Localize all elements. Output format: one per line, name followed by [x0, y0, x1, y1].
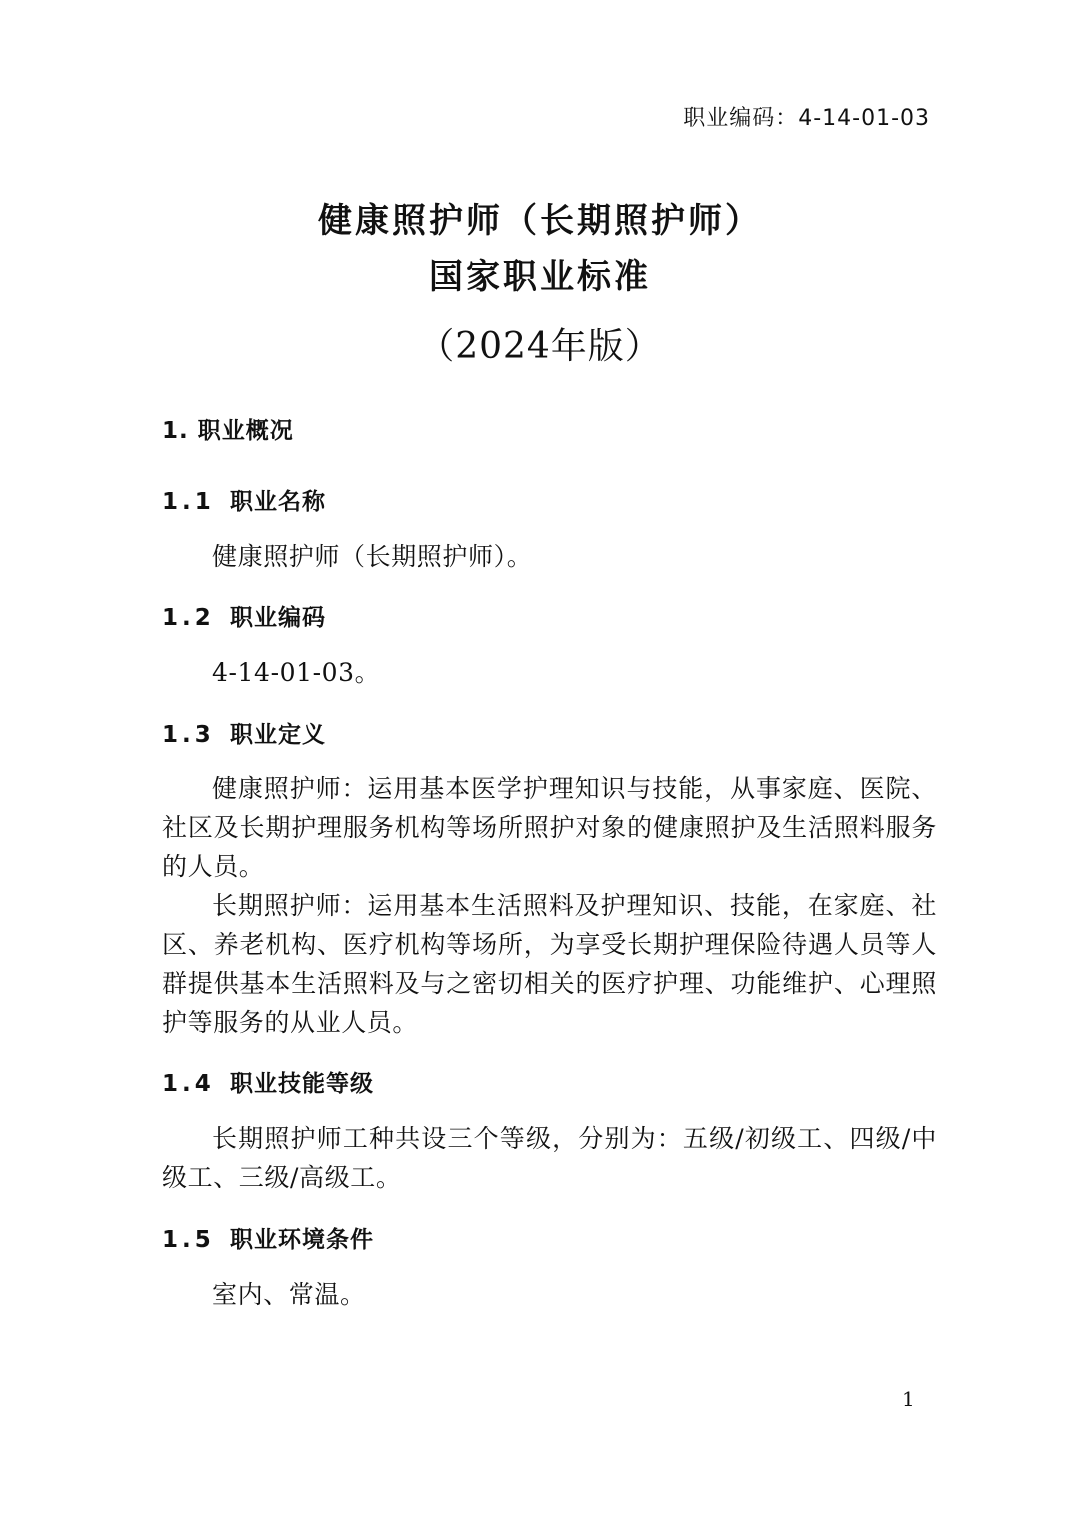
section-number: 1.1 — [162, 489, 215, 515]
section-title: 职业编码 — [230, 605, 326, 631]
section-number: 1.4 — [162, 1071, 215, 1097]
section-title: 职业环境条件 — [230, 1227, 374, 1253]
document-edition: （2024年版） — [418, 326, 662, 367]
section-1-1-body: 健康照护师（长期照护师）。 — [212, 542, 533, 571]
document-title-line-2: 国家职业标准 — [429, 257, 651, 297]
section-1-3-paragraph-1: 健康照护师：运用基本医学护理知识与技能，从事家庭、医院、社区及长期护理服务机构等场所照护对象的健康照护及生活照料服务的人员。 — [162, 774, 937, 881]
section-number: 1.5 — [162, 1227, 215, 1253]
section-1-5-body: 室内、常温。 — [212, 1280, 366, 1309]
section-number: 1.3 — [162, 722, 215, 748]
section-title: 职业定义 — [230, 722, 326, 748]
occupation-code-header: 职业编码：4-14-01-03 — [683, 106, 930, 131]
section-heading-1-5 — [162, 1221, 374, 1254]
page-number: 1 — [902, 1387, 915, 1411]
section-heading-1-1 — [162, 483, 326, 516]
section-1-4-body: 长期照护师工种共设三个等级，分别为：五级/初级工、四级/中级工、三级/高级工。 — [162, 1124, 937, 1192]
section-title: 职业名称 — [230, 489, 326, 515]
document-title-line-1: 健康照护师（长期照护师） — [318, 201, 762, 241]
section-heading-1-2 — [162, 599, 326, 632]
section-1-2-body: 4-14-01-03。 — [212, 658, 381, 687]
section-1-3-paragraph-2: 长期照护师：运用基本生活照料及护理知识、技能，在家庭、社区、养老机构、医疗机构等场所，为享受长期护理保险待遇人员等人群提供基本生活照料及与之密切相关的医疗护理、功能维护、心理照护等服务的从业人员。 — [162, 891, 937, 1037]
section-heading-overview: 1. 职业概况 — [162, 418, 294, 444]
section-heading-1-4 — [162, 1065, 374, 1098]
section-title: 职业技能等级 — [230, 1071, 374, 1097]
section-number: 1.2 — [162, 605, 215, 631]
section-heading-1-3 — [162, 716, 326, 749]
